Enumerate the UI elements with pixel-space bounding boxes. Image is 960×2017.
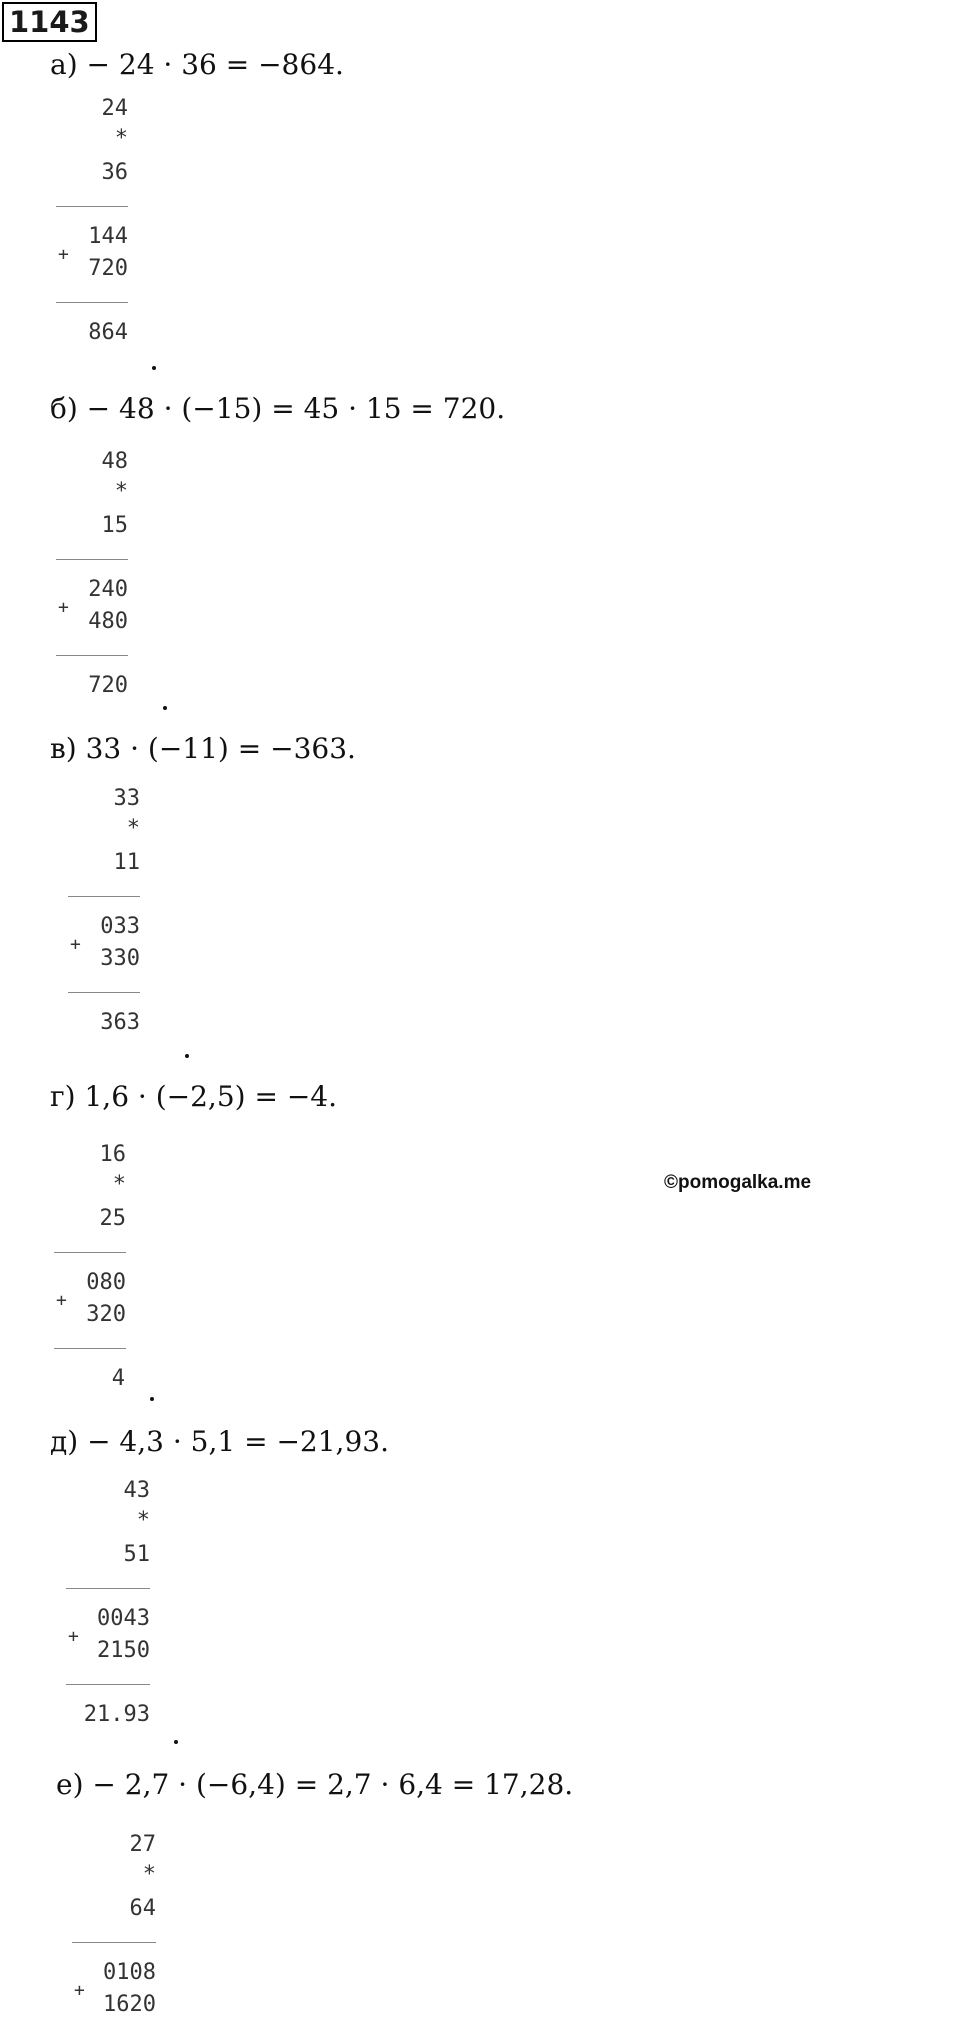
factor-2: 64 (129, 1896, 156, 1921)
partial-product-2: 1620 (103, 1992, 156, 2017)
factor-2: 51 (123, 1542, 150, 1567)
rule-line (72, 1942, 156, 1943)
plus-sign: + (68, 1626, 79, 1647)
factor-1: 16 (99, 1142, 126, 1167)
rule-line (54, 1252, 126, 1253)
rule-line (66, 1684, 150, 1685)
partial-product-1: 0108 (103, 1960, 156, 1985)
column-multiplication-e (72, 1832, 156, 2017)
equation-e: е) − 2,7 · (−6,4) = 2,7 · 6,4 = 17,28. (56, 1768, 574, 1801)
period-dot (150, 1397, 154, 1401)
rule-line (68, 992, 140, 993)
product-result: 21.93 (83, 1702, 150, 1727)
factor-2: 36 (101, 160, 128, 185)
partial-product-1: 144 (88, 224, 128, 249)
rule-line (66, 1588, 150, 1589)
product-result: 720 (88, 673, 128, 698)
partial-product-2: 720 (88, 256, 128, 281)
equation-v: в) 33 · (−11) = −363. (50, 732, 356, 765)
plus-sign: + (58, 597, 69, 618)
partial-product-2: 2150 (97, 1638, 150, 1663)
period-dot (185, 1054, 189, 1058)
multiply-sign: * (114, 479, 128, 504)
product-result: 864 (88, 320, 128, 345)
partial-product-1: 033 (100, 914, 140, 939)
column-multiplication-a (56, 96, 128, 356)
multiply-sign: * (112, 1172, 126, 1197)
factor-1: 27 (129, 1832, 156, 1857)
factor-2: 25 (99, 1206, 126, 1231)
column-multiplication-v (68, 786, 140, 1046)
problem-number: 1143 (2, 2, 97, 42)
multiply-sign: * (126, 816, 140, 841)
period-dot (163, 706, 167, 710)
plus-sign: + (70, 934, 81, 955)
period-dot (174, 1740, 178, 1744)
equation-d: д) − 4,3 · 5,1 = −21,93. (50, 1425, 389, 1458)
rule-line (68, 896, 140, 897)
multiply-sign: * (136, 1508, 150, 1533)
partial-product-2: 320 (86, 1302, 126, 1327)
partial-product-2: 480 (88, 609, 128, 634)
column-multiplication-d (66, 1478, 150, 1738)
rule-line (54, 1348, 126, 1349)
rule-line (56, 655, 128, 656)
column-multiplication-b (56, 449, 128, 709)
factor-2: 11 (113, 850, 140, 875)
product-result: 4 (111, 1366, 125, 1391)
plus-sign: + (58, 244, 69, 265)
rule-line (56, 559, 128, 560)
factor-1: 33 (113, 786, 140, 811)
rule-line (56, 206, 128, 207)
plus-sign: + (56, 1290, 67, 1311)
equation-a: а) − 24 · 36 = −864. (50, 48, 344, 81)
rule-line (56, 302, 128, 303)
factor-1: 48 (101, 449, 128, 474)
factor-2: 15 (101, 513, 128, 538)
multiply-sign: * (114, 126, 128, 151)
multiply-sign: * (142, 1862, 156, 1887)
factor-1: 24 (101, 96, 128, 121)
watermark: ©pomogalka.me (664, 1172, 812, 1193)
partial-product-1: 0043 (97, 1606, 150, 1631)
column-multiplication-g (54, 1142, 126, 1402)
factor-1: 43 (123, 1478, 150, 1503)
partial-product-1: 080 (86, 1270, 126, 1295)
equation-b: б) − 48 · (−15) = 45 · 15 = 720. (50, 392, 506, 425)
partial-product-1: 240 (88, 577, 128, 602)
product-result: 363 (100, 1010, 140, 1035)
equation-g: г) 1,6 · (−2,5) = −4. (50, 1080, 337, 1113)
partial-product-2: 330 (100, 946, 140, 971)
period-dot (152, 366, 156, 370)
plus-sign: + (74, 1980, 85, 2001)
